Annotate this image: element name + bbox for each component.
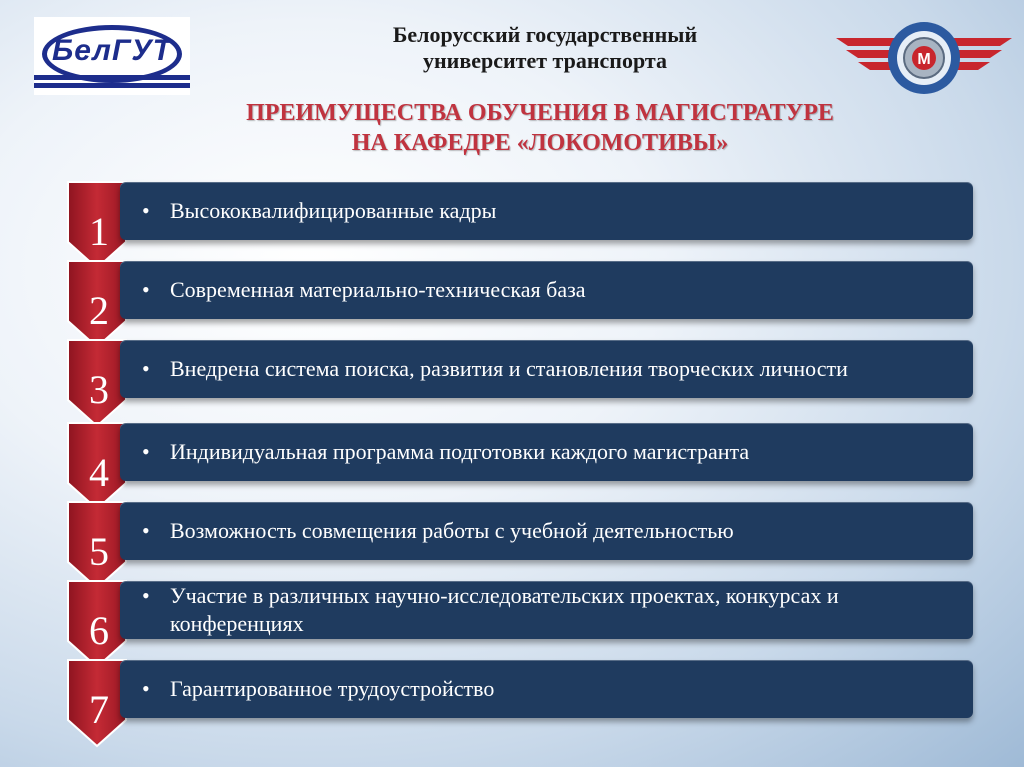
item-text: Современная материально-техническая база	[170, 277, 586, 302]
item-text: Высококвалифицированные кадры	[170, 198, 497, 223]
heading-line1: ПРЕИМУЩЕСТВА ОБУЧЕНИЯ В МАГИСТРАТУРЕ	[246, 100, 834, 126]
bullet: •	[142, 439, 150, 464]
item-text: Возможность совмещения работы с учебной деятельностью	[170, 518, 734, 543]
item-text-wrap	[142, 355, 949, 383]
item-text: Индивидуальная программа подготовки каждого магистранта	[170, 439, 750, 464]
bullet: •	[142, 198, 150, 223]
list-item	[64, 500, 976, 590]
list-item	[64, 658, 976, 748]
item-text-wrap	[142, 276, 949, 304]
list-item	[64, 259, 976, 349]
item-text-wrap	[142, 675, 949, 703]
item-bar	[120, 182, 973, 240]
list-item	[64, 338, 976, 428]
advantages-heading	[210, 98, 870, 158]
item-text: Внедрена система поиска, развития и становления творческих личности	[170, 356, 848, 381]
emblem-letter: М	[917, 51, 931, 68]
logo-stripe	[34, 83, 190, 88]
list-item	[64, 180, 976, 270]
winged-wheel-icon	[836, 20, 1012, 98]
item-bar	[120, 423, 973, 481]
list-item	[64, 579, 976, 669]
item-text: Участие в различных научно-исследовательских проектах, конкурсах и конференциях	[170, 583, 839, 636]
item-text-wrap	[142, 517, 949, 545]
heading-line2: НА КАФЕДРЕ «ЛОКОМОТИВЫ»	[351, 130, 729, 156]
item-bar	[120, 261, 973, 319]
bullet: •	[142, 583, 150, 608]
item-number: 3	[89, 367, 109, 412]
department-emblem	[836, 20, 1012, 98]
item-text-wrap	[142, 582, 949, 638]
item-number: 1	[89, 209, 109, 254]
item-bar	[120, 502, 973, 560]
logo-stripe	[34, 75, 190, 80]
item-bar	[120, 581, 973, 639]
item-number: 4	[89, 450, 109, 495]
bullet: •	[142, 676, 150, 701]
list-item	[64, 421, 976, 511]
item-number: 2	[89, 288, 109, 333]
university-title-line1: Белорусский государственный	[392, 22, 698, 47]
bullet: •	[142, 518, 150, 543]
university-title	[300, 22, 790, 74]
item-text-wrap	[142, 438, 949, 466]
bullet: •	[142, 356, 150, 381]
item-bar	[120, 660, 973, 718]
logo-text: БелГУТ	[51, 34, 172, 67]
item-text: Гарантированное трудоустройство	[170, 676, 495, 701]
item-number: 5	[89, 529, 109, 574]
belgut-logo	[34, 17, 190, 95]
item-bar	[120, 340, 973, 398]
bullet: •	[142, 277, 150, 302]
item-number: 7	[89, 687, 109, 732]
item-text-wrap	[142, 197, 949, 225]
university-title-line2: университет транспорта	[423, 48, 667, 73]
item-number: 6	[89, 608, 109, 653]
